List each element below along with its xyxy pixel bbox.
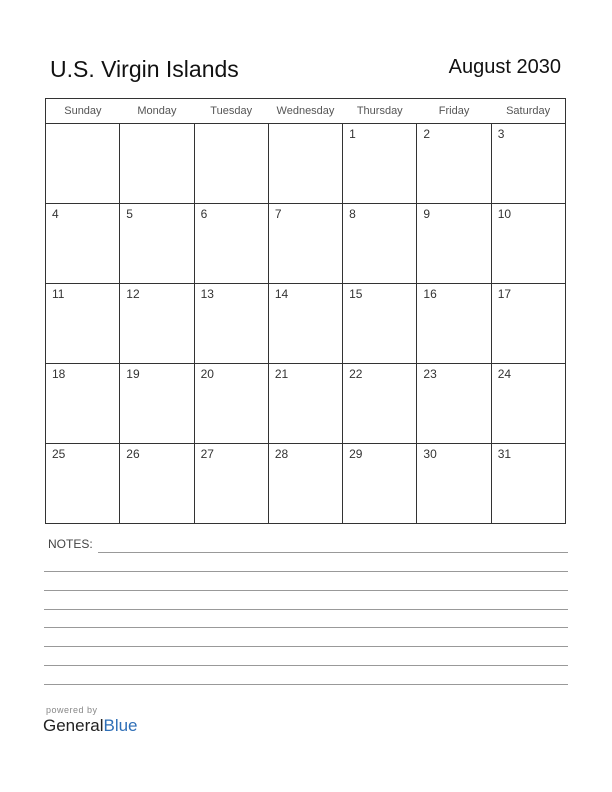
day-cell: [268, 124, 342, 204]
day-cell: 28: [268, 444, 342, 524]
day-cell: 25: [46, 444, 120, 524]
day-cell: 17: [491, 284, 565, 364]
notes-line: [44, 627, 568, 628]
weekday-sunday: Sunday: [46, 99, 120, 124]
day-cell: 31: [491, 444, 565, 524]
brand-blue: Blue: [103, 716, 138, 735]
powered-by-label: powered by: [46, 705, 98, 715]
day-cell: 1: [343, 124, 417, 204]
week-row-5: [46, 444, 566, 524]
day-cell: 5: [120, 204, 194, 284]
day-cell: 10: [491, 204, 565, 284]
weekday-wednesday: Wednesday: [268, 99, 342, 124]
day-cell: 29: [343, 444, 417, 524]
notes-line: [44, 646, 568, 647]
notes-line: [44, 590, 568, 591]
day-cell: 13: [194, 284, 268, 364]
weekday-thursday: Thursday: [343, 99, 417, 124]
weekday-monday: Monday: [120, 99, 194, 124]
calendar-grid: [45, 98, 566, 524]
week-row-3: [46, 284, 566, 364]
day-cell: 3: [491, 124, 565, 204]
day-cell: 19: [120, 364, 194, 444]
day-cell: 2: [417, 124, 491, 204]
day-cell: 16: [417, 284, 491, 364]
day-cell: 11: [46, 284, 120, 364]
day-cell: 14: [268, 284, 342, 364]
day-cell: 9: [417, 204, 491, 284]
notes-line: [44, 684, 568, 685]
day-cell: 6: [194, 204, 268, 284]
week-row-4: [46, 364, 566, 444]
day-cell: [46, 124, 120, 204]
day-cell: 21: [268, 364, 342, 444]
day-cell: 22: [343, 364, 417, 444]
day-cell: 27: [194, 444, 268, 524]
day-cell: 30: [417, 444, 491, 524]
week-row-2: [46, 204, 566, 284]
day-cell: 4: [46, 204, 120, 284]
weekday-saturday: Saturday: [491, 99, 565, 124]
day-cell: 7: [268, 204, 342, 284]
notes-label: NOTES:: [48, 537, 93, 551]
day-cell: 12: [120, 284, 194, 364]
calendar-title: U.S. Virgin Islands: [50, 56, 239, 82]
brand-general: General: [43, 716, 104, 735]
day-cell: 18: [46, 364, 120, 444]
day-cell: [120, 124, 194, 204]
day-cell: 26: [120, 444, 194, 524]
weekday-tuesday: Tuesday: [194, 99, 268, 124]
notes-line: [44, 665, 568, 666]
weekday-friday: Friday: [417, 99, 491, 124]
day-cell: 15: [343, 284, 417, 364]
day-cell: 8: [343, 204, 417, 284]
generalblue-logo: [43, 716, 138, 736]
day-cell: 20: [194, 364, 268, 444]
day-cell: [194, 124, 268, 204]
notes-line: [44, 609, 568, 610]
day-cell: 24: [491, 364, 565, 444]
month-year-label: August 2030: [448, 56, 561, 78]
day-cell: 23: [417, 364, 491, 444]
weekday-header-row: [46, 99, 566, 124]
notes-line: [98, 552, 568, 553]
week-row-1: [46, 124, 566, 204]
notes-line: [44, 571, 568, 572]
